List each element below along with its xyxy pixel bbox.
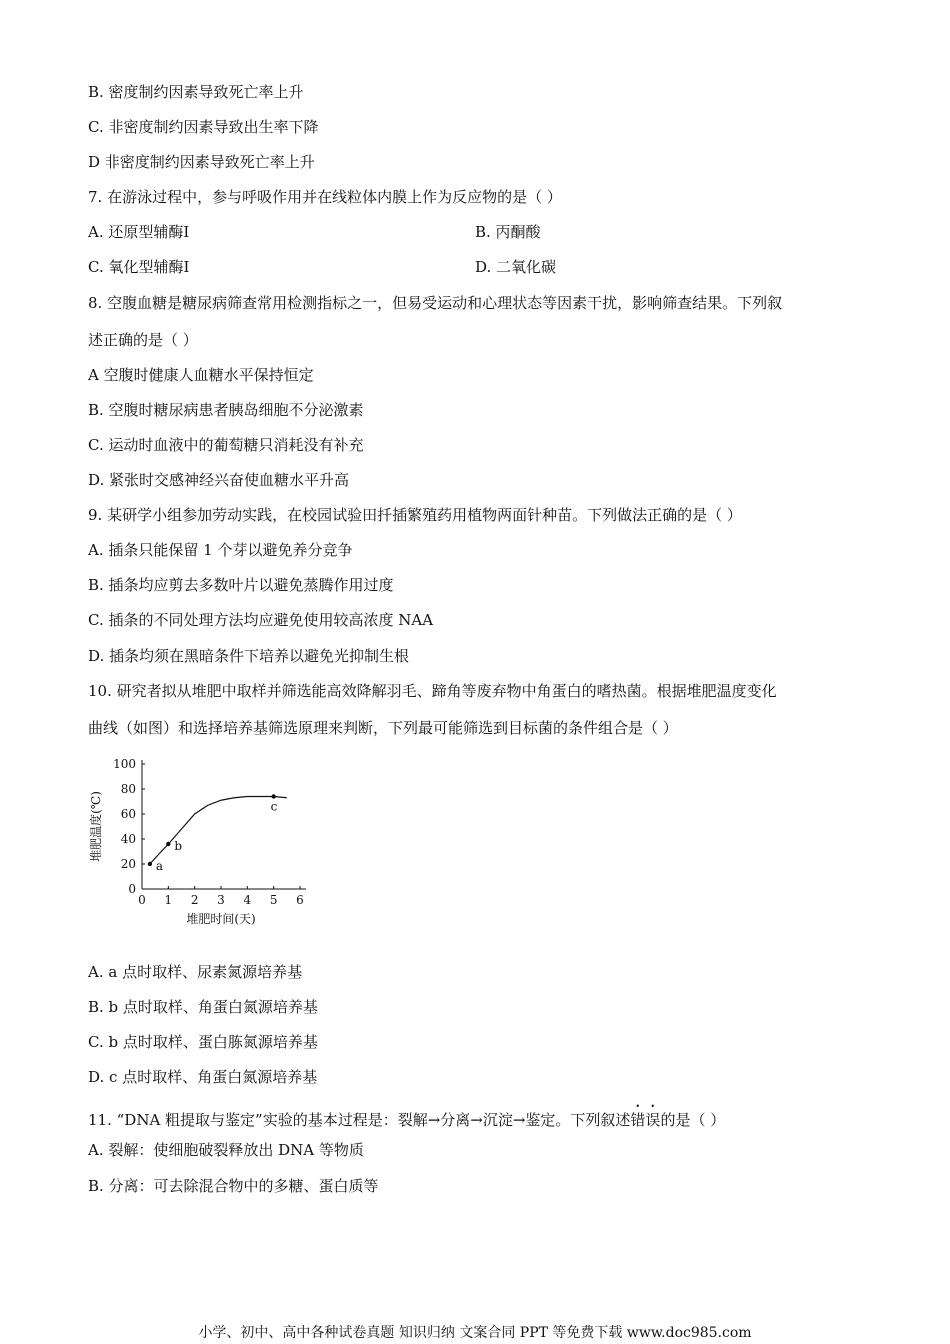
- q6-option-d: D 非密度制约因素导致死亡率上升: [88, 153, 315, 171]
- chart-points: [148, 794, 278, 873]
- q11-option-b: B. 分离：可去除混合物中的多糖、蛋白质等: [88, 1177, 379, 1195]
- q7-option-c: C. 氧化型辅酶Ⅰ: [88, 258, 190, 276]
- q9-option-b: B. 插条均应剪去多数叶片以避免蒸腾作用过度: [88, 576, 394, 594]
- x-tick-label: 6: [296, 893, 304, 907]
- q8-option-c: C. 运动时血液中的葡萄糖只消耗没有补充: [88, 436, 364, 454]
- chart-x-label: 堆肥时间(天): [186, 912, 256, 926]
- q9-stem: 9. 某研学小组参加劳动实践，在校园试验田扦插繁殖药用植物两面针种苗。下列做法正确的是（ ）: [88, 506, 742, 524]
- q11-emphasis-word: 错误: [630, 1111, 661, 1129]
- chart-y-label: 堆肥温度(℃): [89, 791, 103, 862]
- point-b: [166, 842, 170, 846]
- point-label-b: b: [174, 839, 183, 853]
- q8-option-b: B. 空腹时糖尿病患者胰岛细胞不分泌激素: [88, 401, 364, 419]
- q11-stem: [88, 1102, 725, 1130]
- q7-option-a: A. 还原型辅酶Ⅰ: [88, 223, 190, 241]
- point-label-c: c: [270, 799, 278, 814]
- q8-option-a: A 空腹时健康人血糖水平保持恒定: [88, 366, 314, 384]
- x-tick-label: 4: [243, 893, 252, 907]
- x-tick-label: 5: [269, 893, 278, 907]
- y-tick-label: 80: [120, 782, 136, 796]
- y-tick-label: 60: [120, 807, 136, 821]
- point-a: [148, 862, 152, 866]
- temperature-curve: [150, 797, 287, 865]
- q10-option-b: B. b 点时取样、角蛋白氮源培养基: [88, 998, 318, 1016]
- q6-option-b: B. 密度制约因素导致死亡率上升: [88, 83, 304, 101]
- x-tick-label: 3: [217, 893, 225, 907]
- q7-stem: 7. 在游泳过程中，参与呼吸作用并在线粒体内膜上作为反应物的是（ ）: [88, 188, 562, 206]
- q10-option-a: A. a 点时取样、尿素氮源培养基: [88, 963, 303, 981]
- q11-stem-start: 11. “DNA 粗提取与鉴定”实验的基本过程是：裂解→分离→沉淀→鉴定。下列叙述: [88, 1111, 631, 1129]
- chart-axes: [142, 760, 306, 889]
- x-tick-label: 1: [164, 893, 173, 907]
- x-tick-label: 0: [138, 893, 146, 907]
- q8-stem-line2: 述正确的是（ ）: [88, 331, 198, 349]
- page-footer: 小学、初中、高中各种试卷真题 知识归纳 文案合同 PPT 等免费下载 www.doc985.com: [198, 1325, 752, 1341]
- y-tick-label: 20: [120, 857, 136, 871]
- q9-option-a: A. 插条只能保留 1 个芽以避免养分竞争: [88, 541, 353, 559]
- y-tick-label: 0: [128, 882, 136, 896]
- q9-option-d: D. 插条均须在黑暗条件下培养以避免光抑制生根: [88, 647, 410, 665]
- point-label-a: a: [155, 859, 164, 873]
- q8-option-d: D. 紧张时交感神经兴奋使血糖水平升高: [88, 471, 350, 489]
- q10-option-c: C. b 点时取样、蛋白胨氮源培养基: [88, 1033, 318, 1051]
- q7-option-d: D. 二氧化碳: [475, 258, 557, 276]
- q11-option-a: A. 裂解：使细胞破裂释放出 DNA 等物质: [88, 1141, 364, 1159]
- q10-stem-line1: 10. 研究者拟从堆肥中取样并筛选能高效降解羽毛、蹄角等废弃物中角蛋白的嗜热菌。根据堆肥温度变化: [88, 682, 777, 700]
- compost-temperature-chart: [86, 752, 316, 930]
- q8-stem-line1: 8. 空腹血糖是糖尿病筛查常用检测指标之一，但易受运动和心理状态等因素干扰，影响筛查结果。下列叙: [88, 294, 783, 312]
- q7-option-b: B. 丙酮酸: [475, 223, 541, 241]
- y-tick-label: 100: [113, 757, 136, 771]
- q6-option-c: C. 非密度制约因素导致出生率下降: [88, 118, 319, 136]
- y-tick-label: 40: [120, 832, 136, 846]
- q11-stem-end: 的是（ ）: [660, 1111, 726, 1129]
- q10-option-d: D. c 点时取样、角蛋白氮源培养基: [88, 1068, 318, 1086]
- x-tick-label: 2: [190, 893, 199, 907]
- q10-stem-line2: 曲线（如图）和选择培养基筛选原理来判断，下列最可能筛选到目标菌的条件组合是（ ）: [88, 719, 678, 737]
- q9-option-c: C. 插条的不同处理方法均应避免使用较高浓度 NAA: [88, 611, 434, 629]
- point-c: [271, 794, 275, 798]
